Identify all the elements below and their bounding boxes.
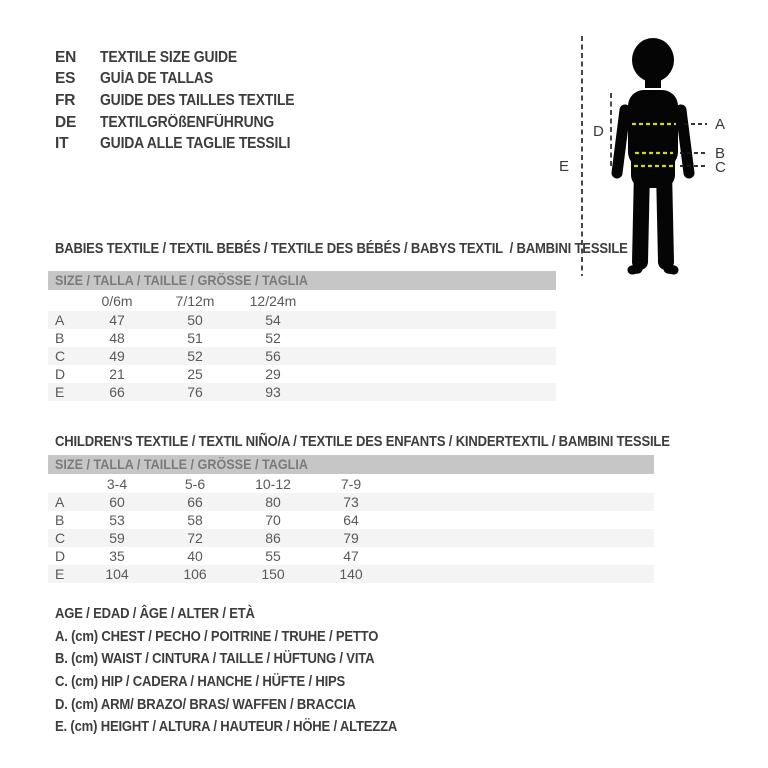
size-value: 80 bbox=[265, 494, 281, 510]
size-value: 72 bbox=[187, 530, 203, 546]
size-value: 53 bbox=[109, 512, 125, 528]
label-hip: C bbox=[715, 159, 726, 176]
size-value: 59 bbox=[109, 530, 125, 546]
table-row bbox=[48, 383, 556, 401]
table-row bbox=[48, 511, 654, 529]
language-code: FR bbox=[55, 91, 76, 109]
language-title: TEXTILE SIZE GUIDE bbox=[100, 48, 238, 66]
label-chest: A bbox=[715, 116, 726, 133]
size-value: 47 bbox=[343, 548, 359, 564]
row-label: A bbox=[55, 494, 65, 510]
language-row-de bbox=[55, 112, 316, 134]
legend-chest-line bbox=[55, 626, 435, 649]
column-header: 7/12m bbox=[175, 292, 215, 309]
size-value: 56 bbox=[265, 348, 281, 364]
size-value: 40 bbox=[187, 548, 203, 564]
size-value: 66 bbox=[187, 494, 203, 510]
column-header: 0/6m bbox=[101, 292, 133, 309]
size-value: 48 bbox=[109, 330, 125, 346]
language-list bbox=[55, 47, 316, 155]
legend-text: AGE / EDAD / ÂGE / ALTER / ETÀ bbox=[55, 606, 255, 623]
language-code: DE bbox=[55, 113, 77, 131]
babies-column-header-row bbox=[48, 290, 556, 311]
children-section-heading bbox=[55, 434, 738, 450]
column-header: 12/24m bbox=[249, 292, 297, 309]
row-label: E bbox=[55, 384, 65, 400]
language-title: GUÍA DE TALLAS bbox=[100, 70, 213, 88]
size-value: 140 bbox=[339, 566, 363, 582]
size-bar-text: SIZE / TALLA / TAILLE / GRÖSSE / TAGLIA bbox=[55, 456, 308, 472]
table-row bbox=[48, 365, 556, 383]
children-column-header-row bbox=[48, 474, 654, 493]
row-label: C bbox=[55, 530, 66, 546]
table-row bbox=[48, 329, 556, 347]
size-value: 54 bbox=[265, 312, 281, 328]
row-label: E bbox=[55, 566, 65, 582]
children-heading-text: CHILDREN'S TEXTILE / TEXTIL NIÑO/A / TEXTILE DES ENFANTS / KINDERTEXTIL / BAMBINI TESSILE bbox=[55, 434, 670, 450]
size-value: 73 bbox=[343, 494, 359, 510]
language-row-es bbox=[55, 69, 316, 91]
label-height: E bbox=[559, 158, 570, 175]
legend-hip-line bbox=[55, 671, 435, 694]
size-value: 76 bbox=[187, 384, 203, 400]
size-value: 21 bbox=[109, 366, 125, 382]
babies-section-heading bbox=[55, 241, 691, 257]
legend-text: C. (cm) HIP / CADERA / HANCHE / HÜFTE / HIPS bbox=[55, 674, 346, 691]
table-row bbox=[48, 347, 556, 365]
language-row-fr bbox=[55, 90, 316, 112]
language-code: IT bbox=[55, 135, 69, 153]
column-header: 3-4 bbox=[106, 475, 128, 492]
size-value: 55 bbox=[265, 548, 281, 564]
language-row-it bbox=[55, 133, 316, 155]
size-value: 104 bbox=[105, 566, 129, 582]
size-value: 79 bbox=[343, 530, 359, 546]
size-value: 64 bbox=[343, 512, 359, 528]
size-value: 52 bbox=[265, 330, 281, 346]
row-label: A bbox=[55, 312, 65, 328]
table-row bbox=[48, 529, 654, 547]
language-code: ES bbox=[55, 70, 76, 88]
label-arm: D bbox=[593, 123, 604, 140]
legend-arm-line bbox=[55, 693, 435, 716]
size-value: 66 bbox=[109, 384, 125, 400]
size-bar-text: SIZE / TALLA / TAILLE / GRÖSSE / TAGLIA bbox=[55, 272, 308, 288]
size-value: 70 bbox=[265, 512, 281, 528]
size-value: 106 bbox=[183, 566, 207, 582]
babies-heading-text: BABIES TEXTILE / TEXTIL BEBÉS / TEXTILE DES BÉBÉS / BABYS TEXTIL / BAMBINI TESSILE bbox=[55, 241, 628, 257]
size-value: 47 bbox=[109, 312, 125, 328]
language-row-en bbox=[55, 47, 316, 69]
language-title: GUIDA ALLE TAGLIE TESSILI bbox=[100, 135, 291, 153]
children-size-table bbox=[48, 455, 654, 583]
legend-text: E. (cm) HEIGHT / ALTURA / HAUTEUR / HÖHE / ALTEZZA bbox=[55, 719, 398, 736]
size-value: 150 bbox=[261, 566, 285, 582]
size-value: 52 bbox=[187, 348, 203, 364]
table-row bbox=[48, 311, 556, 329]
table-row bbox=[48, 565, 654, 583]
legend-text: A. (cm) CHEST / PECHO / POITRINE / TRUHE / PETTO bbox=[55, 628, 379, 645]
size-value: 35 bbox=[109, 548, 125, 564]
row-label: D bbox=[55, 366, 66, 382]
row-label: B bbox=[55, 512, 65, 528]
table-row bbox=[48, 493, 654, 511]
column-header: 7-9 bbox=[340, 475, 362, 492]
column-header: 10-12 bbox=[255, 475, 291, 492]
babies-size-table bbox=[48, 271, 556, 401]
table-row bbox=[48, 547, 654, 565]
language-title: TEXTILGRÖßENFÜHRUNG bbox=[100, 113, 275, 131]
row-label: D bbox=[55, 548, 66, 564]
language-title: GUIDE DES TAILLES TEXTILE bbox=[100, 91, 295, 109]
size-value: 51 bbox=[187, 330, 203, 346]
size-value: 50 bbox=[187, 312, 203, 328]
children-size-bar bbox=[48, 455, 654, 474]
size-value: 60 bbox=[109, 494, 125, 510]
column-header: 5-6 bbox=[184, 475, 206, 492]
size-value: 58 bbox=[187, 512, 203, 528]
size-value: 86 bbox=[265, 530, 281, 546]
row-label: C bbox=[55, 348, 66, 364]
measurement-legend bbox=[55, 603, 435, 739]
size-value: 49 bbox=[109, 348, 125, 364]
size-value: 25 bbox=[187, 366, 203, 382]
legend-text: D. (cm) ARM/ BRAZO/ BRAS/ WAFFEN / BRACCIA bbox=[55, 696, 356, 713]
size-value: 29 bbox=[265, 366, 281, 382]
language-code: EN bbox=[55, 48, 77, 66]
babies-size-bar bbox=[48, 271, 556, 290]
size-value: 93 bbox=[265, 384, 281, 400]
label-waist: B bbox=[715, 145, 726, 162]
legend-waist-line bbox=[55, 648, 435, 671]
row-label: B bbox=[55, 330, 65, 346]
legend-height-line bbox=[55, 716, 435, 739]
legend-age-line bbox=[55, 603, 435, 626]
legend-text: B. (cm) WAIST / CINTURA / TAILLE / HÜFTUNG / VITA bbox=[55, 651, 375, 668]
